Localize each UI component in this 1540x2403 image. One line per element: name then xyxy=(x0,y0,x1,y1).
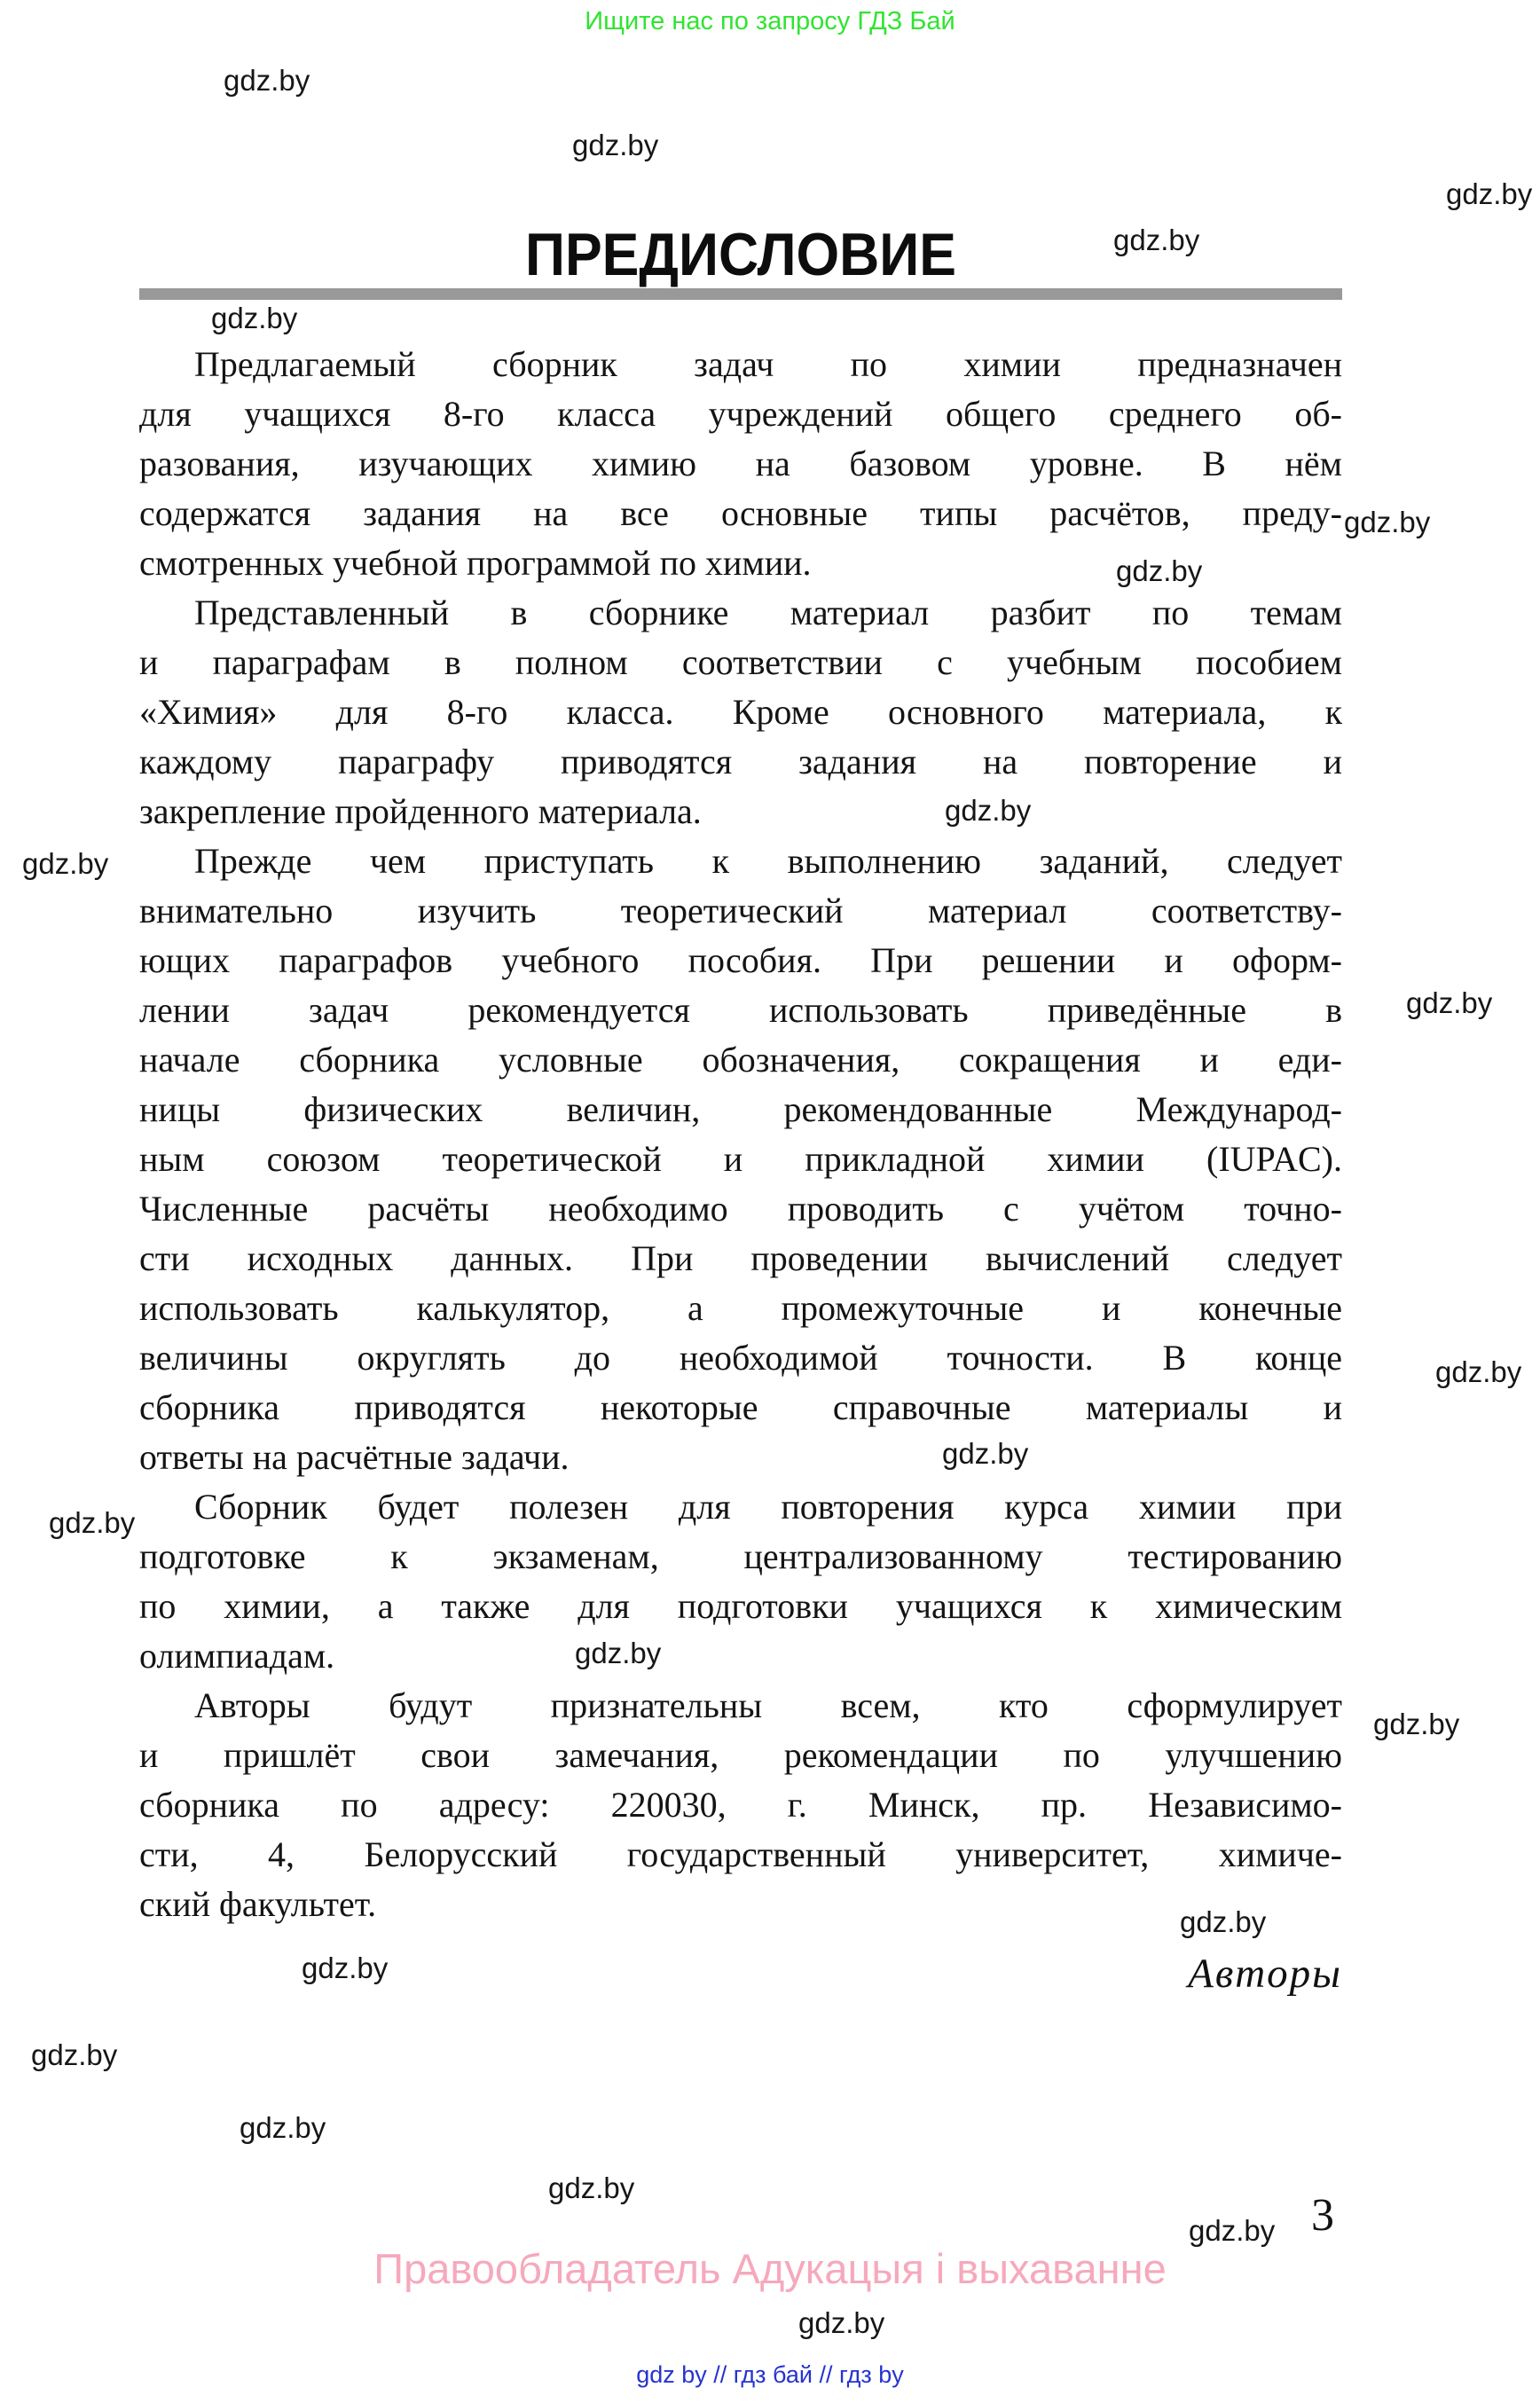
paragraph-4-line-2: подготовке к экзаменам, централизованному тестированию xyxy=(139,1536,1342,1576)
paragraph-3-line-2: внимательно изучить теоретический материал соответству- xyxy=(139,891,1342,931)
paragraph-2-line-4: каждому параграфу приводятся задания на повторение и xyxy=(139,742,1342,781)
paragraph-4-line-3: по химии, а также для подготовки учащихся к химическим xyxy=(139,1586,1342,1626)
watermark-gdz-10: gdz.by xyxy=(1406,986,1493,1019)
paragraph-4-line-1: Сборник будет полезен для повторения курса химии при xyxy=(194,1487,1342,1527)
paragraph-1-line-2: для учащихся 8-го класса учреждений общего среднего об- xyxy=(139,394,1342,434)
watermark-gdz-13: gdz.by xyxy=(49,1506,136,1539)
watermark-gdz-16: gdz.by xyxy=(1180,1905,1267,1938)
paragraph-5-line-2: и пришлёт свои замечания, рекомендации по улучшению xyxy=(139,1735,1342,1775)
paragraph-3-line-8: Численные расчёты необходимо проводить с учётом точно- xyxy=(139,1189,1342,1229)
title-divider-rule xyxy=(139,288,1342,300)
watermark-gdz-14: gdz.by xyxy=(575,1637,662,1669)
watermark-gdz-18: gdz.by xyxy=(31,2038,118,2071)
paragraph-3-line-10: использовать калькулятор, а промежуточные и конечные xyxy=(139,1288,1342,1328)
paragraph-3-line-1: Прежде чем приступать к выполнению заданий, следует xyxy=(194,841,1342,881)
paragraph-3-line-11: величины округлять до необходимой точности. В конце xyxy=(139,1338,1342,1378)
watermark-gdz-3: gdz.by xyxy=(1446,177,1533,210)
watermark-gdz-5: gdz.by xyxy=(211,302,298,334)
watermark-gdz-22: gdz.by xyxy=(798,2306,885,2339)
watermark-gdz-21: gdz.by xyxy=(1189,2214,1276,2247)
copyright-holder-text: Правообладатель Адукацыя і выхаванне xyxy=(373,2245,1167,2292)
watermark-gdz-20: gdz.by xyxy=(548,2171,635,2204)
watermark-gdz-6: gdz.by xyxy=(1344,506,1431,538)
watermark-gdz-17: gdz.by xyxy=(302,1951,389,1984)
footer-links[interactable]: gdz by // гдз бай // гдз by xyxy=(636,2361,904,2388)
watermark-gdz-12: gdz.by xyxy=(942,1437,1029,1470)
watermark-gdz-8: gdz.by xyxy=(945,794,1032,827)
paragraph-2-line-1: Представленный в сборнике материал разбит по темам xyxy=(194,593,1342,632)
watermark-gdz-4: gdz.by xyxy=(1113,224,1200,256)
paragraph-5-line-1: Авторы будут признательны всем, кто сформулирует xyxy=(194,1685,1342,1725)
watermark-gdz-15: gdz.by xyxy=(1373,1708,1460,1740)
paragraph-3-line-12: сборника приводятся некоторые справочные материалы и xyxy=(139,1387,1342,1427)
watermark-gdz-11: gdz.by xyxy=(1435,1355,1522,1388)
authors-signature: Авторы xyxy=(1188,1951,1342,1997)
paragraph-3-line-13: ответы на расчётные задачи. xyxy=(139,1437,570,1477)
paragraph-2-line-5: закрепление пройденного материала. xyxy=(139,791,702,831)
paragraph-2-line-3: «Химия» для 8-го класса. Кроме основного материала, к xyxy=(139,692,1342,732)
paragraph-3-line-3: ющих параграфов учебного пособия. При решении и оформ- xyxy=(139,940,1342,980)
page-number: 3 xyxy=(1311,2190,1334,2241)
paragraph-5-line-5: ский факультет. xyxy=(139,1884,377,1924)
promo-banner-text: Ищите нас по запросу ГДЗ Бай xyxy=(585,7,955,35)
paragraph-1-line-4: содержатся задания на все основные типы расчётов, преду- xyxy=(139,493,1342,533)
watermark-gdz-7: gdz.by xyxy=(1116,554,1203,587)
watermark-gdz-19: gdz.by xyxy=(240,2111,326,2144)
paragraph-2-line-2: и параграфам в полном соответствии с учебным пособием xyxy=(139,642,1342,682)
paragraph-4-line-4: олимпиадам. xyxy=(139,1636,335,1676)
page-title: ПРЕДИСЛОВИЕ xyxy=(524,221,956,288)
watermark-gdz-9: gdz.by xyxy=(22,847,109,880)
paragraph-5-line-3: сборника по адресу: 220030, г. Минск, пр. Независимо- xyxy=(139,1785,1342,1825)
paragraph-3-line-4: лении задач рекомендуется использовать приведённые в xyxy=(139,990,1342,1030)
paragraph-3-line-6: ницы физических величин, рекомендованные Международ- xyxy=(139,1089,1342,1129)
paragraph-5-line-4: сти, 4, Белорусский государственный университет, химиче- xyxy=(139,1834,1342,1874)
paragraph-1-line-1: Предлагаемый сборник задач по химии предназначен xyxy=(194,344,1342,384)
paragraph-3-line-7: ным союзом теоретической и прикладной химии (IUPAC). xyxy=(139,1139,1342,1179)
paragraph-1-line-5: смотренных учебной программой по химии. xyxy=(139,543,812,583)
watermark-gdz-1: gdz.by xyxy=(224,64,310,97)
paragraph-1-line-3: разования, изучающих химию на базовом уровне. В нём xyxy=(139,444,1342,483)
watermark-gdz-2: gdz.by xyxy=(572,129,659,161)
paragraph-3-line-9: сти исходных данных. При проведении вычислений следует xyxy=(139,1238,1342,1278)
paragraph-3-line-5: начале сборника условные обозначения, сокращения и еди- xyxy=(139,1040,1342,1080)
